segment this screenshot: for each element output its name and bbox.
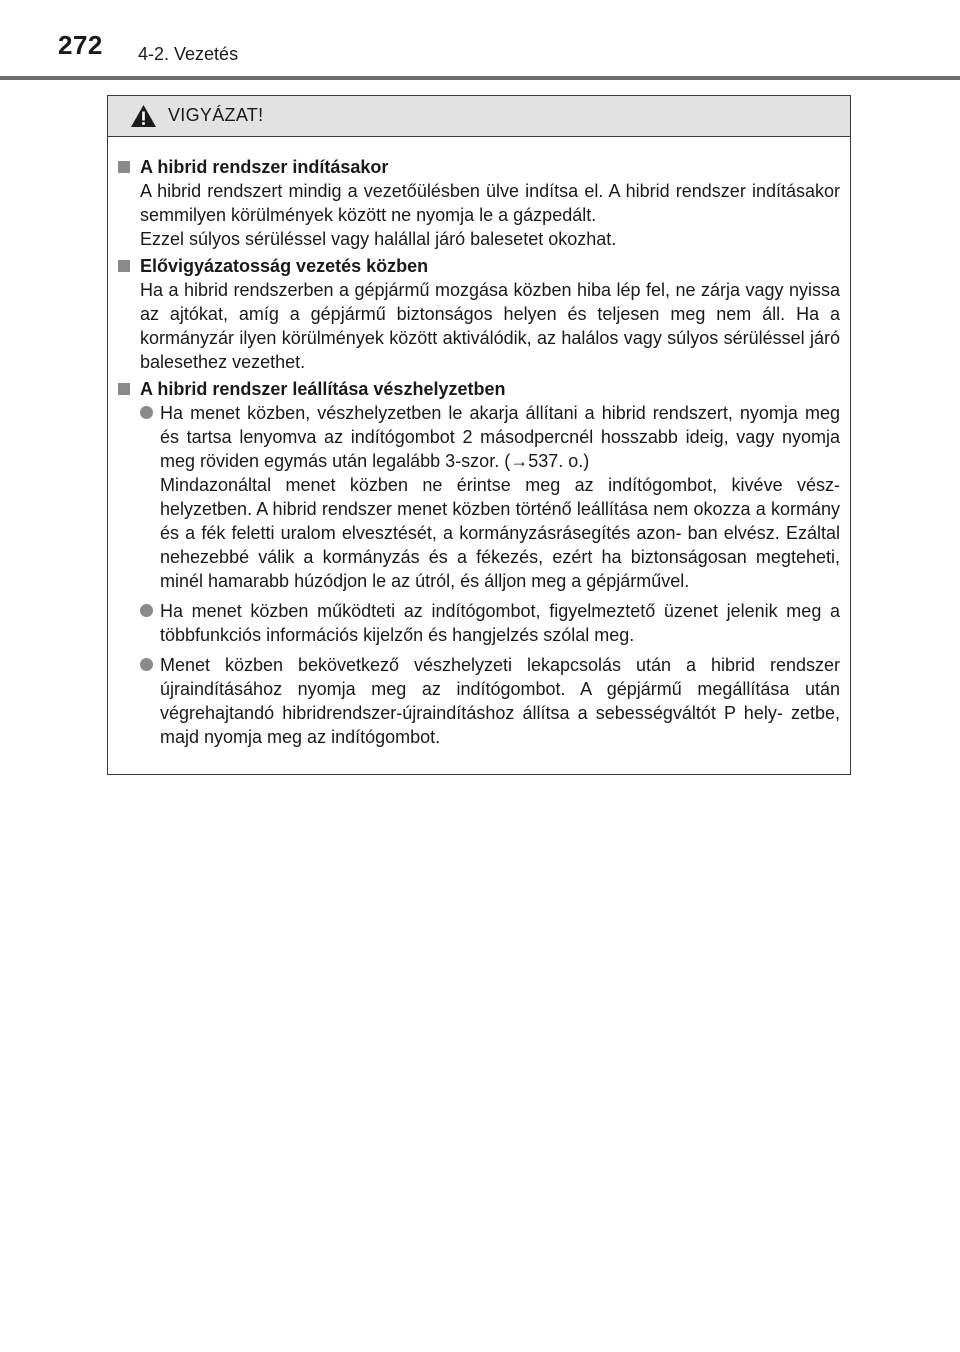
warning-item-title [116,254,840,278]
bullet-text: Menet közben bekövetkező vészhelyzeti lekapcsolás után a hibrid rendszer újraindításához nyomja meg az indítógombot. A gépjármű megállítása után végrehajtandó hibridrendszer-újraindításhoz állítsa a sebességváltót P hely- zetbe, majd nyomja meg az indítógombot. [160,655,840,747]
item-title-text: A hibrid rendszer leállítása vészhelyzetben [140,379,506,399]
circle-bullet-icon [140,406,153,419]
list-item [116,599,840,647]
warning-label: VIGYÁZAT! [168,105,264,125]
warning-triangle-icon [130,104,157,128]
item-paragraph: Ezzel súlyos sérüléssel vagy halállal járó balesetet okozhat. [140,229,617,249]
square-bullet-icon [118,260,130,272]
warning-body [108,137,850,749]
square-bullet-icon [118,161,130,173]
section-title: 4-2. Vezetés [138,44,239,64]
warning-box [107,95,851,775]
page-header [0,0,960,80]
list-item [116,653,840,749]
warning-header [108,96,850,137]
page-number: 272 [58,30,103,60]
header-rule [0,76,960,80]
bullet-text: Mindazonáltal menet közben ne érintse meg az indítógombot, kivéve vész- helyzetben. A hibrid rendszer menet közben történő leállítása nem okozza a kormány és a fék feletti uralom elvesztését, a kormányzásrásegítés azon- ban elvész. Ezáltal nehezebbé válik a kormányzás és a fékezés, ezért ha biztonságosan megteheti, minél hamarabb húzódjon le az útról, és álljon meg a gépjárművel. [160,475,840,591]
square-bullet-icon [118,383,130,395]
warning-item-title [116,377,840,401]
bullet-text: Ha menet közben, vészhelyzetben le akarja állítani a hibrid rendszert, nyomja meg és tartsa lenyomva az indítógombot 2 másodpercnél hosszabb ideig, vagy nyomja meg röviden egymás után legalább 3-szor. (→537. o.) [160,403,840,471]
item-paragraph: A hibrid rendszert mindig a vezetőülésben ülve indítsa el. A hibrid rendszer indításakor semmilyen körülmények között ne nyomja le a gázpedált. [140,181,840,225]
list-item [116,401,840,593]
warning-item-title [116,155,840,179]
circle-bullet-icon [140,658,153,671]
item-title-text: A hibrid rendszer indításakor [140,157,389,177]
item-paragraph: Ha a hibrid rendszerben a gépjármű mozgása közben hiba lép fel, ne zárja vagy nyissa az ajtókat, amíg a gépjármű biztonságos helyen és teljesen meg nem áll. Ha a kormányzár ilyen körülmények között aktiválódik, az halálos vagy súlyos sérüléssel járó balesethez vezethet. [140,280,840,372]
item-title-text: Elővigyázatosság vezetés közben [140,256,429,276]
circle-bullet-icon [140,604,153,617]
bullet-text: Ha menet közben működteti az indítógombot, figyelmeztető üzenet jelenik meg a többfunkciós információs kijelzőn és hangjelzés szólal meg. [160,601,840,645]
